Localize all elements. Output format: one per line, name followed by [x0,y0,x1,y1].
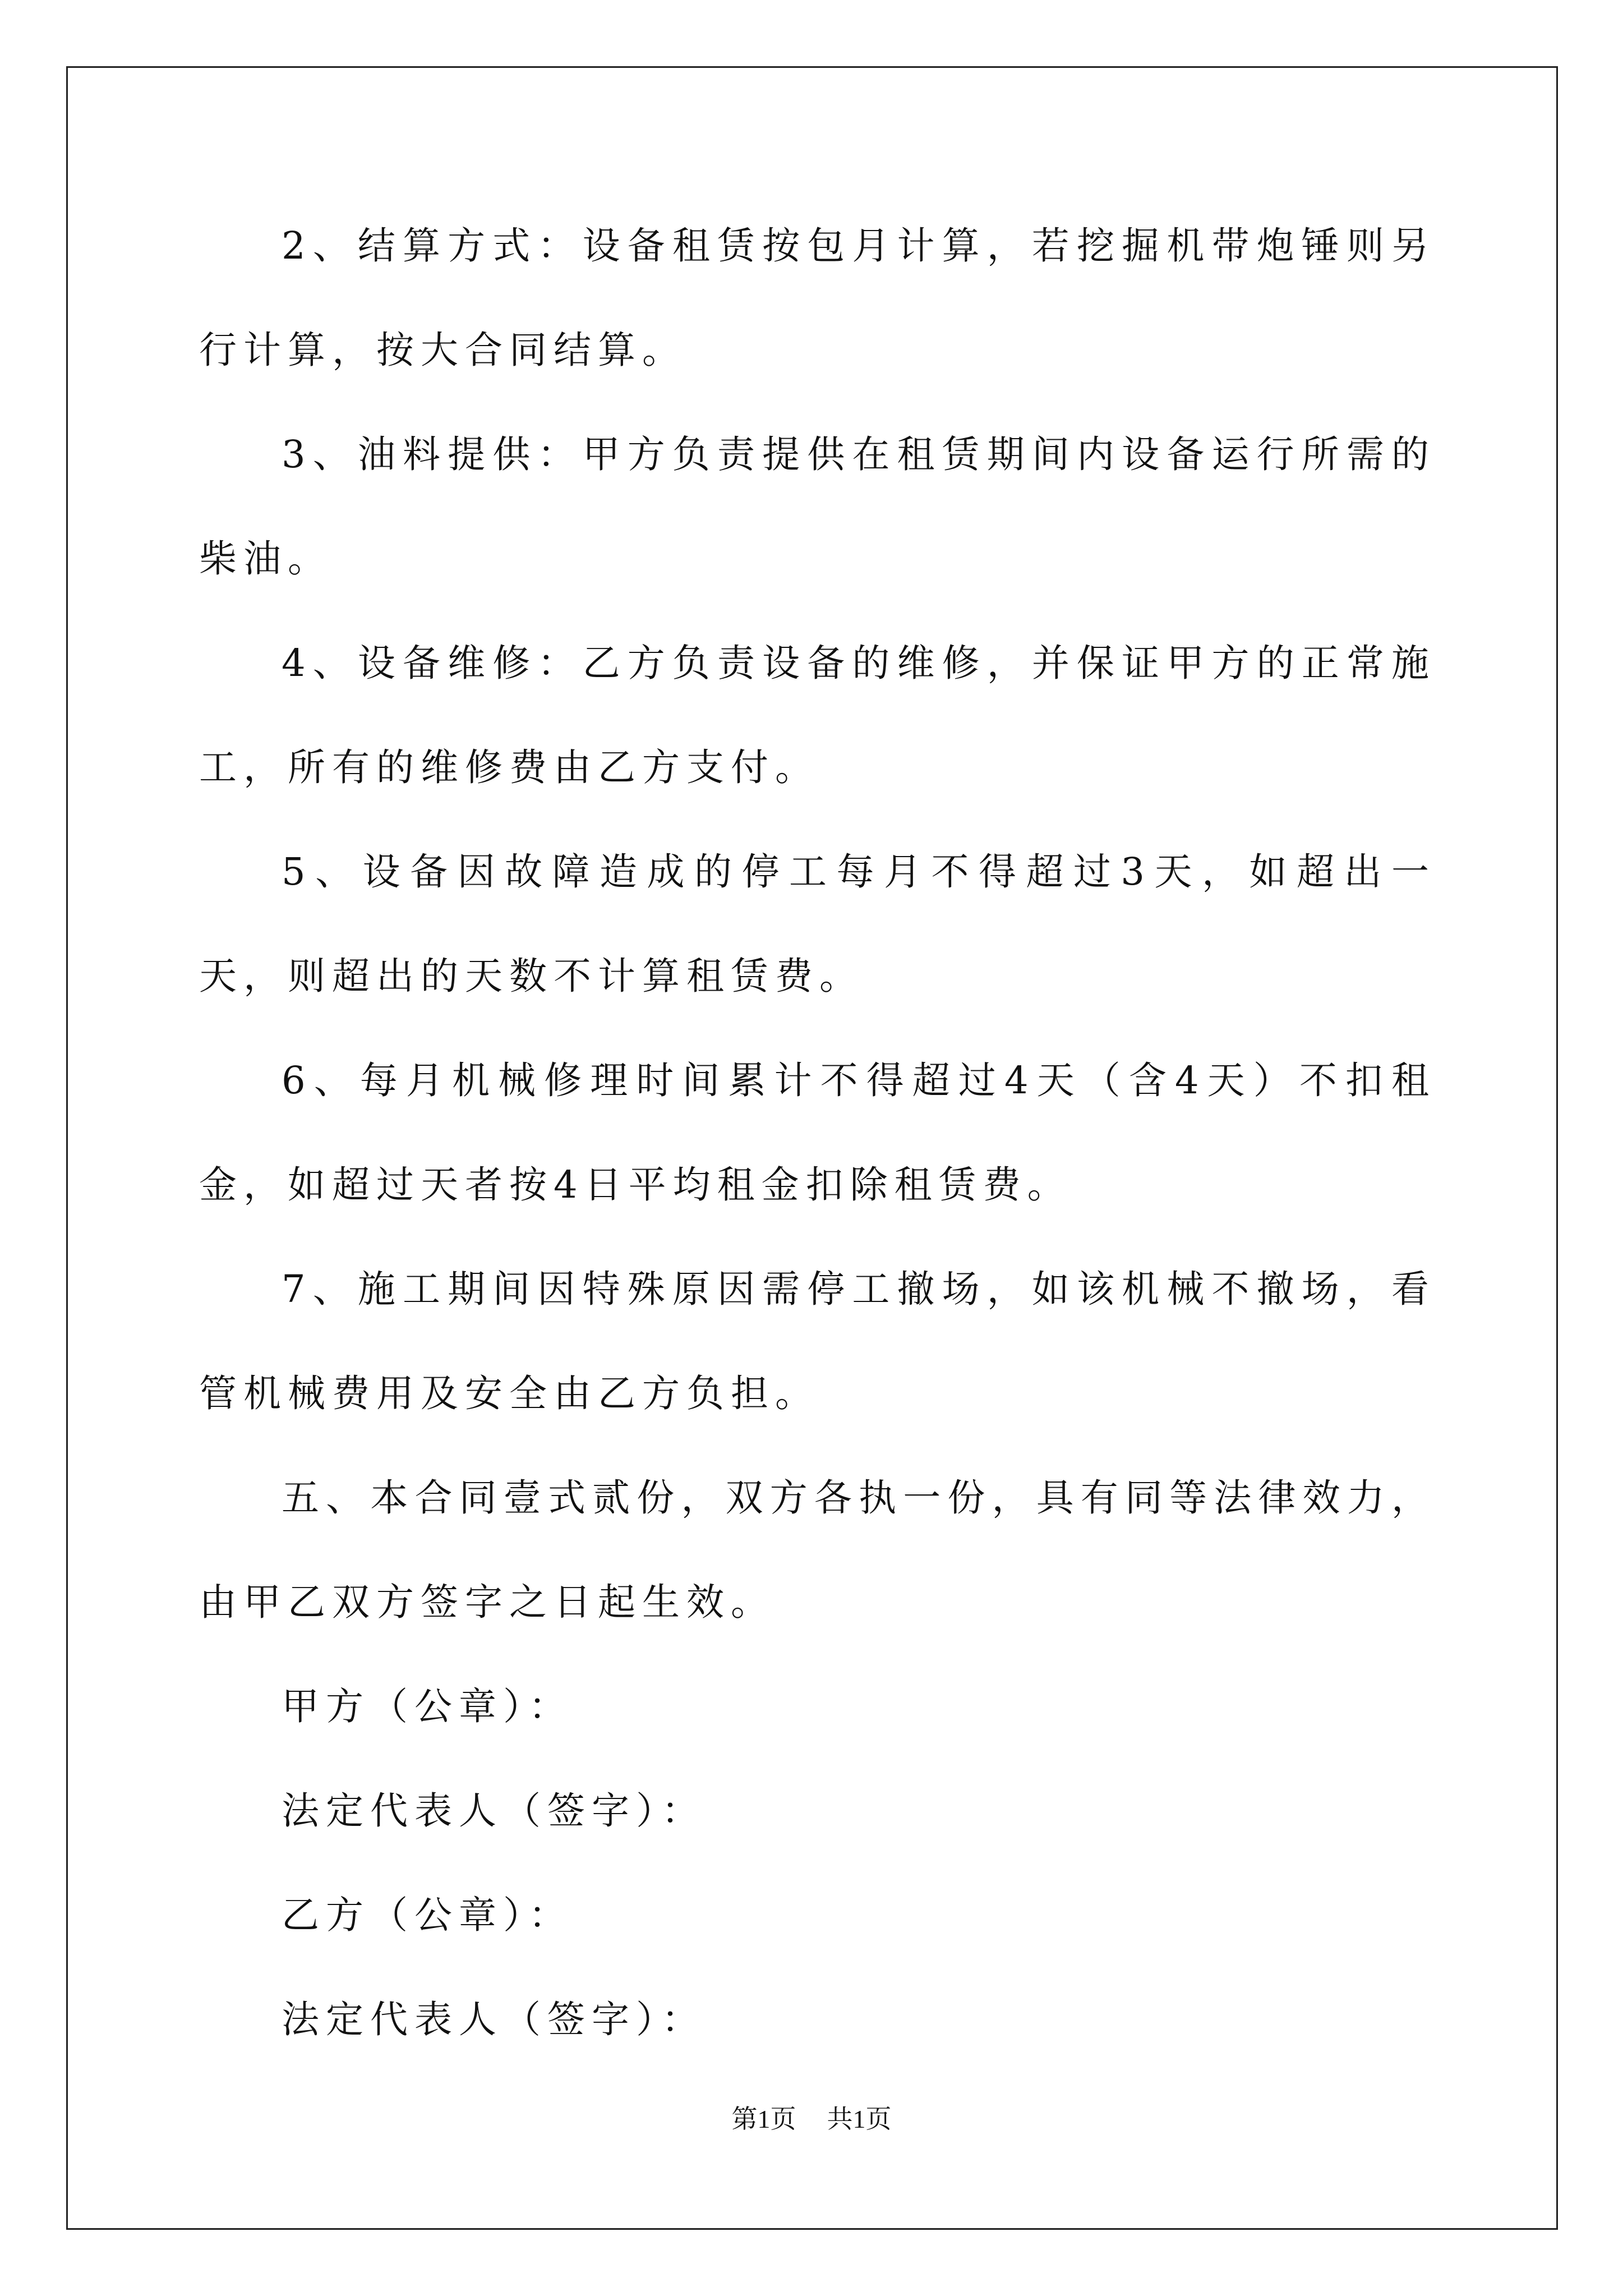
party-a-representative-line: 法定代表人（签字）： [282,1789,706,1833]
clause-5-downtime: 5、设备因故障造成的停工每月不得超过3天，如超出一天，则超出的天数不计算租赁费。 [199,850,1436,998]
document-body [199,194,1436,2072]
page-footer [0,2102,1623,2136]
party-b-seal-line: 乙方（公章）： [282,1893,573,1937]
page-current: 第1页 [731,2105,796,2133]
clause-2-settlement: 2、结算方式：设备租赁按包月计算，若挖掘机带炮锤则另行计算，按大合同结算。 [199,224,1436,372]
clause-4-maintenance: 4、设备维修：乙方负责设备的维修，并保证甲方的正常施工，所有的维修费由乙方支付。 [199,641,1436,789]
clause-6-repair-time: 6、每月机械修理时间累计不得超过4天（含4天）不扣租金，如超过天者按4日平均租金扣除租赁费。 [199,1059,1436,1207]
party-b-representative-line: 法定代表人（签字）： [282,1998,706,2041]
clause-3-fuel: 3、油料提供：甲方负责提供在租赁期间内设备运行所需的柴油。 [199,432,1436,581]
page-total: 共1页 [827,2105,892,2133]
clause-7-site-withdrawal: 7、施工期间因特殊原因需停工撤场，如该机械不撤场，看管机械费用及安全由乙方负担。 [199,1267,1436,1415]
section-5-copies: 五、本合同壹式贰份，双方各执一份，具有同等法律效力，由甲乙双方签字之日起生效。 [199,1476,1436,1624]
party-a-seal-line: 甲方（公章）： [282,1685,573,1728]
